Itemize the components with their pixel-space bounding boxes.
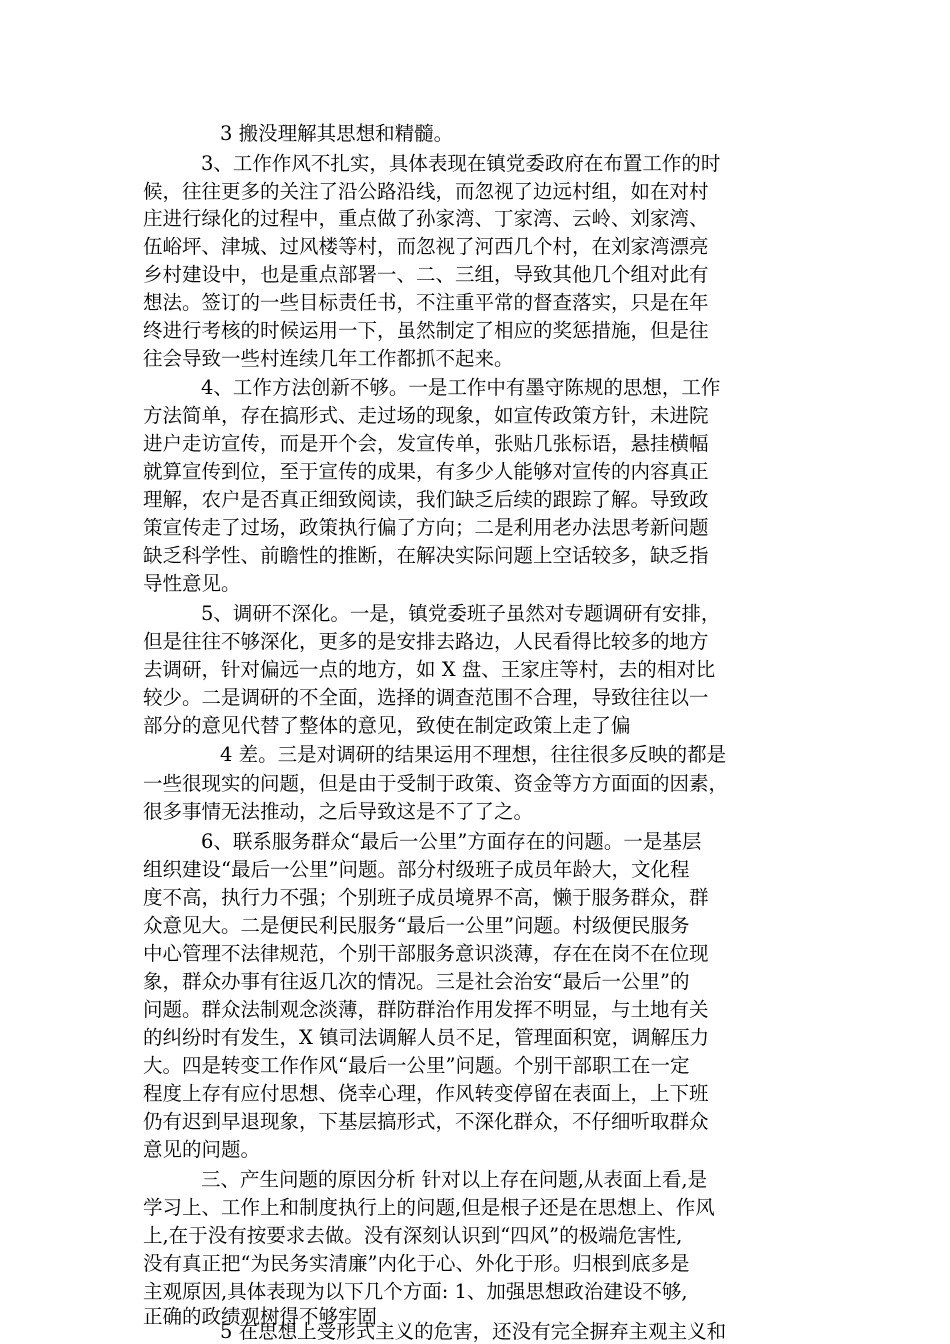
paragraph-line: 上,在于没有按要求去做。没有深刻认识到“四风”的极端危害性, (143, 1224, 683, 1247)
paragraph-line: 众意见大。二是便民利民服务“最后一公里”问题。村级便民服务 (143, 914, 690, 937)
paragraph-line: 伍峪坪、津城、过风楼等村，而忽视了河西几个村，在刘家湾漂亮 (143, 235, 709, 258)
paragraph-line: 正确的政绩观树得不够牢固 (143, 1305, 378, 1328)
page-number-3-line: 3 搬没理解其思想和精髓。 (220, 122, 454, 145)
paragraph-line: 大。四是转变工作作风“最后一公里”问题。个别干部职工在一定 (143, 1054, 690, 1077)
paragraph-line: 往会导致一些村连续几年工作都抓不起来。 (143, 347, 514, 370)
paragraph-line: 6、联系服务群众“最后一公里”方面存在的问题。一是基层 (201, 830, 702, 853)
paragraph-line: 学习上、工作上和制度执行上的问题,但是根子还是在思想上、作风 (143, 1196, 715, 1219)
paragraph-line: 主观原因,具体表现为以下几个方面: 1、加强思想政治建设不够, (143, 1280, 688, 1303)
paragraph-line: 度不高，执行力不强；个别班子成员境界不高，懒于服务群众，群 (143, 886, 709, 909)
paragraph-line: 问题。群众法制观念淡薄，群防群治作用发挥不明显，与土地有关 (143, 998, 709, 1021)
paragraph-line: 终进行考核的时候运用一下，虽然制定了相应的奖惩措施，但是往 (143, 319, 709, 342)
paragraph-line: 去调研，针对偏远一点的地方，如 X 盘、王家庄等村，去的相对比 (143, 658, 716, 681)
paragraph-line: 没有真正把“为民务实清廉”内化于心、外化于形。归根到底多是 (143, 1252, 690, 1275)
paragraph-line: 乡村建设中，也是重点部署一、二、三组，导致其他几个组对此有 (143, 263, 709, 286)
paragraph-line: 象，群众办事有往返几次的情况。三是社会治安“最后一公里”的 (143, 970, 690, 993)
paragraph-line: 导性意见。 (143, 572, 241, 595)
paragraph-line: 候，往往更多的关注了沿公路沿线，而忽视了边远村组，如在对村 (143, 180, 709, 203)
paragraph-line: 较少。二是调研的不全面，选择的调查范围不合理，导致往往以一 (143, 686, 709, 709)
paragraph-line: 理解，农户是否真正细致阅读，我们缺乏后续的跟踪了解。导致政 (143, 488, 709, 511)
paragraph-line: 但是往往不够深化，更多的是安排去路边，人民看得比较多的地方 (143, 630, 709, 653)
paragraph-line: 想法。签订的一些目标责任书，不注重平常的督查落实，只是在年 (143, 291, 709, 314)
paragraph-line: 庄进行绿化的过程中，重点做了孙家湾、丁家湾、云岭、刘家湾、 (143, 207, 709, 230)
section-heading-line: 三、产生问题的原因分析 针对以上存在问题,从表面上看,是 (201, 1168, 708, 1191)
paragraph-line: 意见的问题。 (143, 1138, 261, 1161)
page-number-4-line: 4 差。三是对调研的结果运用不理想，往往很多反映的都是 (220, 743, 727, 766)
paragraph-line: 程度上存有应付思想、侥幸心理，作风转变停留在表面上，上下班 (143, 1082, 709, 1105)
paragraph-line: 部分的意见代替了整体的意见，致使在制定政策上走了偏 (143, 714, 631, 737)
paragraph-line: 组织建设“最后一公里”问题。部分村级班子成员年龄大，文化程 (143, 858, 690, 881)
paragraph-line: 中心管理不法律规范，个别干部服务意识淡薄，存在在岗不在位现 (143, 942, 709, 965)
paragraph-line: 很多事情无法推动，之后导致这是不了了之。 (143, 800, 534, 823)
page-number-5-line: 5 在思想上受形式主义的危害，还没有完全摒弃主观主义和 (220, 1320, 727, 1343)
paragraph-line: 一些很现实的问题，但是由于受制于政策、资金等方方面面的因素， (143, 772, 729, 795)
paragraph-line: 的纠纷时有发生，X 镇司法调解人员不足，管理面积宽，调解压力 (143, 1026, 710, 1049)
paragraph-line: 缺乏科学性、前瞻性的推断，在解决实际问题上空话较多，缺乏指 (143, 544, 709, 567)
paragraph-line: 就算宣传到位，至于宣传的成果，有多少人能够对宣传的内容真正 (143, 460, 709, 483)
paragraph-line: 4、工作方法创新不够。一是工作中有墨守陈规的思想，工作 (201, 376, 721, 399)
paragraph-line: 仍有迟到早退现象，下基层搞形式，不深化群众，不仔细听取群众 (143, 1110, 709, 1133)
paragraph-line: 策宣传走了过场，政策执行偏了方向；二是利用老办法思考新问题 (143, 516, 709, 539)
paragraph-line: 5、调研不深化。一是，镇党委班子虽然对专题调研有安排， (201, 602, 721, 625)
paragraph-line: 3、工作作风不扎实，具体表现在镇党委政府在布置工作的时 (201, 152, 721, 175)
paragraph-line: 进户走访宣传，而是开个会，发宣传单，张贴几张标语，悬挂横幅 (143, 432, 709, 455)
paragraph-line: 方法简单，存在搞形式、走过场的现象，如宣传政策方针，未进院 (143, 404, 709, 427)
